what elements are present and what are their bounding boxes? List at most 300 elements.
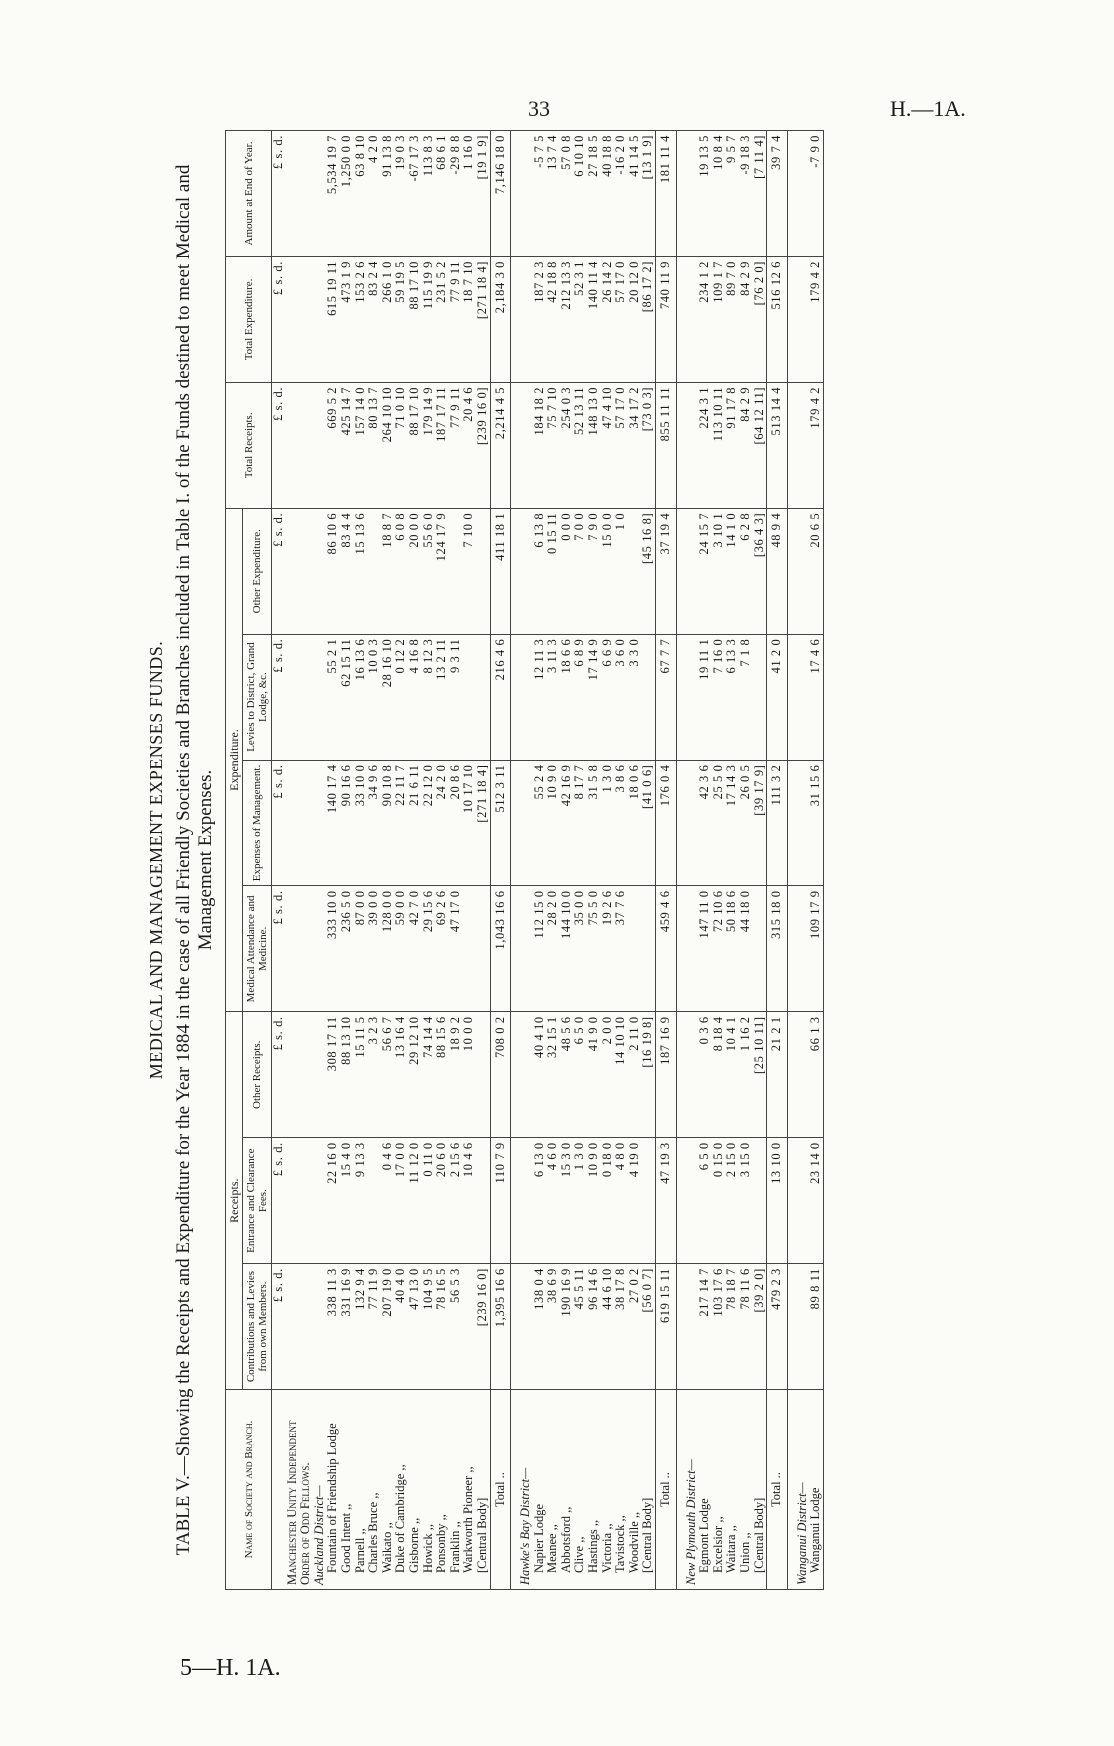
table-row xyxy=(422,131,436,1590)
value-cell: 217 14 7 xyxy=(698,1264,712,1390)
value-cell: 20 6 5 xyxy=(809,508,823,634)
value-cell: 1 3 0 xyxy=(601,760,615,886)
value-cell: 27 18 5 xyxy=(587,131,601,257)
value-cell: 26 14 2 xyxy=(601,256,615,382)
value-cell xyxy=(787,131,796,257)
row-name: Woodville ,, xyxy=(628,1390,642,1590)
value-cell: 516 12 6 xyxy=(767,256,788,382)
value-cell: 42 7 0 xyxy=(408,886,422,1012)
value-cell: 4 8 0 xyxy=(614,1138,628,1264)
value-cell: 31 15 6 xyxy=(809,760,823,886)
row-name: Auckland District— xyxy=(313,1390,327,1590)
row-name: [Central Body] xyxy=(641,1390,655,1590)
value-cell xyxy=(787,634,796,760)
value-cell: 27 0 2 xyxy=(628,1264,642,1390)
value-cell xyxy=(462,634,476,760)
value-cell: 91 13 8 xyxy=(381,131,395,257)
value-cell: [73 0 3] xyxy=(641,382,655,508)
value-cell: 2 15 6 xyxy=(449,1138,463,1264)
value-cell xyxy=(286,508,300,634)
value-cell: 425 14 7 xyxy=(340,382,354,508)
value-cell: 473 1 9 xyxy=(340,256,354,382)
value-cell: 88 13 10 xyxy=(340,1012,354,1138)
value-cell: 104 9 5 xyxy=(422,1264,436,1390)
total-row xyxy=(767,131,788,1590)
value-cell: 740 11 9 xyxy=(656,256,677,382)
value-cell: 15 3 0 xyxy=(560,1138,574,1264)
value-cell: 24 2 0 xyxy=(435,760,449,886)
value-cell: 88 15 6 xyxy=(435,1012,449,1138)
value-cell xyxy=(685,1012,699,1138)
value-cell: 63 8 10 xyxy=(354,131,368,257)
value-cell: 187 17 11 xyxy=(435,382,449,508)
value-cell xyxy=(299,1264,313,1390)
value-cell: 157 14 0 xyxy=(354,382,368,508)
value-cell: 13 2 11 xyxy=(435,634,449,760)
value-cell: [19 1 9] xyxy=(476,131,490,257)
value-cell: 6 13 0 xyxy=(533,1138,547,1264)
value-cell: 132 9 4 xyxy=(354,1264,368,1390)
value-cell: 15 13 6 xyxy=(354,508,368,634)
value-cell: 7 9 0 xyxy=(587,508,601,634)
value-cell: 113 10 11 xyxy=(712,382,726,508)
value-cell: 83 4 4 xyxy=(340,508,354,634)
value-cell: 17 14 3 xyxy=(725,760,739,886)
table-row xyxy=(573,131,587,1590)
value-cell xyxy=(796,256,810,382)
value-cell xyxy=(299,382,313,508)
value-cell: 18 8 7 xyxy=(381,508,395,634)
row-name: Abbotsford ,, xyxy=(560,1390,574,1590)
value-cell: 619 15 11 xyxy=(656,1264,677,1390)
value-cell: 16 13 6 xyxy=(354,634,368,760)
value-cell xyxy=(685,1138,699,1264)
value-cell: -9 18 3 xyxy=(739,131,753,257)
value-cell: [16 19 8] xyxy=(641,1012,655,1138)
value-cell xyxy=(299,760,313,886)
row-name: [Central Body] xyxy=(476,1390,490,1590)
value-cell: 236 5 0 xyxy=(340,886,354,1012)
value-cell xyxy=(519,508,533,634)
value-cell: 90 16 6 xyxy=(340,760,354,886)
table-row xyxy=(676,131,685,1590)
value-cell: 17 4 6 xyxy=(809,634,823,760)
value-cell: 181 11 4 xyxy=(656,131,677,257)
value-cell: 153 2 6 xyxy=(354,256,368,382)
value-cell: 1,250 0 0 xyxy=(340,131,354,257)
value-cell: 2 0 0 xyxy=(601,1012,615,1138)
value-cell xyxy=(519,760,533,886)
table-row xyxy=(614,131,628,1590)
table-row xyxy=(739,131,753,1590)
value-cell xyxy=(286,1138,300,1264)
value-cell: 47 19 3 xyxy=(656,1138,677,1264)
value-cell: 19 0 3 xyxy=(394,131,408,257)
rotated-table-page xyxy=(140,130,1020,1590)
value-cell: 22 16 0 xyxy=(326,1138,340,1264)
value-cell: 0 11 0 xyxy=(422,1138,436,1264)
value-cell xyxy=(796,1012,810,1138)
value-cell: 10 4 1 xyxy=(725,1012,739,1138)
value-cell: 18 9 2 xyxy=(449,1012,463,1138)
value-cell: 47 17 0 xyxy=(449,886,463,1012)
unit-cell: £ s. d. xyxy=(272,508,286,634)
value-cell xyxy=(449,508,463,634)
value-cell: 10 4 6 xyxy=(462,1138,476,1264)
table-row xyxy=(533,131,547,1590)
value-cell: 18 0 6 xyxy=(628,760,642,886)
value-cell: 77 9 11 xyxy=(449,256,463,382)
value-cell: 266 1 0 xyxy=(381,256,395,382)
value-cell xyxy=(787,886,796,1012)
table-row xyxy=(587,131,601,1590)
value-cell: 179 4 2 xyxy=(809,382,823,508)
row-name: Excelsior ,, xyxy=(712,1390,726,1590)
value-cell: 148 13 0 xyxy=(587,382,601,508)
value-cell: 315 18 0 xyxy=(767,886,788,1012)
value-cell: 20 0 0 xyxy=(408,508,422,634)
value-cell: -29 8 8 xyxy=(449,131,463,257)
value-cell: -5 7 5 xyxy=(533,131,547,257)
value-cell xyxy=(676,382,685,508)
value-cell: 37 19 4 xyxy=(656,508,677,634)
value-cell: 1 3 0 xyxy=(573,1138,587,1264)
value-cell xyxy=(676,1264,685,1390)
value-cell xyxy=(313,634,327,760)
value-cell: 78 16 5 xyxy=(435,1264,449,1390)
value-cell xyxy=(367,508,381,634)
value-cell: 103 17 6 xyxy=(712,1264,726,1390)
value-cell: 234 1 2 xyxy=(698,256,712,382)
value-cell: 207 19 0 xyxy=(381,1264,395,1390)
value-cell xyxy=(299,508,313,634)
value-cell: 13 7 4 xyxy=(546,131,560,257)
value-cell xyxy=(511,634,520,760)
table-row xyxy=(698,131,712,1590)
table-row xyxy=(326,131,340,1590)
row-name: Waitara ,, xyxy=(725,1390,739,1590)
value-cell: 2,214 4 5 xyxy=(490,382,511,508)
value-cell: 40 4 0 xyxy=(394,1264,408,1390)
value-cell xyxy=(313,131,327,257)
row-name: Wanganui Lodge xyxy=(809,1390,823,1590)
value-cell: 479 2 3 xyxy=(767,1264,788,1390)
table-row xyxy=(787,131,796,1590)
value-cell xyxy=(367,1138,381,1264)
row-name: Duke of Cambridge ,, xyxy=(394,1390,408,1590)
col-header-medical: Medical Attendance and Medicine. xyxy=(243,886,272,1012)
value-cell xyxy=(511,256,520,382)
col-header-contributions: Contributions and Levies from own Members. xyxy=(243,1264,272,1390)
value-cell: 140 17 4 xyxy=(326,760,340,886)
col-header-total-expenditure: Total Expenditure. xyxy=(226,256,272,382)
value-cell xyxy=(286,760,300,886)
value-cell xyxy=(796,131,810,257)
value-cell: [271 18 4] xyxy=(476,256,490,382)
value-cell: 1 16 0 xyxy=(462,131,476,257)
value-cell xyxy=(286,634,300,760)
value-cell: 34 17 2 xyxy=(628,382,642,508)
table-row xyxy=(753,131,767,1590)
value-cell: 7 10 0 xyxy=(462,508,476,634)
value-cell: 37 7 6 xyxy=(614,886,628,1012)
value-cell xyxy=(685,1264,699,1390)
value-cell: 44 6 10 xyxy=(601,1264,615,1390)
table-row xyxy=(449,131,463,1590)
value-cell: 110 7 9 xyxy=(490,1138,511,1264)
row-name: Egmont Lodge xyxy=(698,1390,712,1590)
value-cell xyxy=(313,760,327,886)
unit-cell: £ s. d. xyxy=(272,1138,286,1264)
value-cell: 5,534 19 7 xyxy=(326,131,340,257)
value-cell: 57 0 8 xyxy=(560,131,574,257)
value-cell xyxy=(787,256,796,382)
value-cell: 6 8 9 xyxy=(573,634,587,760)
value-cell: 20 4 6 xyxy=(462,382,476,508)
value-cell: 15 11 5 xyxy=(354,1012,368,1138)
value-cell: 96 14 6 xyxy=(587,1264,601,1390)
value-cell: 0 15 11 xyxy=(546,508,560,634)
value-cell: 56 5 3 xyxy=(449,1264,463,1390)
value-cell xyxy=(641,1138,655,1264)
value-cell: 111 3 2 xyxy=(767,760,788,886)
table-row xyxy=(435,131,449,1590)
value-cell: 21 6 11 xyxy=(408,760,422,886)
value-cell: 3 2 3 xyxy=(367,1012,381,1138)
value-cell: [36 4 3] xyxy=(753,508,767,634)
value-cell: 91 17 8 xyxy=(725,382,739,508)
value-cell: 179 4 2 xyxy=(809,256,823,382)
value-cell xyxy=(685,382,699,508)
row-name: Total .. xyxy=(490,1390,511,1590)
value-cell: 57 17 0 xyxy=(614,256,628,382)
value-cell: 7 1 8 xyxy=(739,634,753,760)
value-cell: 1 0 xyxy=(614,508,628,634)
col-header-other-receipts: Other Receipts. xyxy=(243,1012,272,1138)
value-cell: 6 2 8 xyxy=(739,508,753,634)
value-cell: 224 3 1 xyxy=(698,382,712,508)
value-cell xyxy=(511,131,520,257)
value-cell xyxy=(796,760,810,886)
value-cell: 179 14 9 xyxy=(422,382,436,508)
value-cell: 9 3 11 xyxy=(449,634,463,760)
value-cell: 57 17 0 xyxy=(614,382,628,508)
value-cell xyxy=(511,1138,520,1264)
row-name: Wanganui District— xyxy=(796,1390,810,1590)
value-cell: [39 2 0] xyxy=(753,1264,767,1390)
value-cell: 12 11 3 xyxy=(533,634,547,760)
table-row xyxy=(546,131,560,1590)
value-cell: [39 17 9] xyxy=(753,760,767,886)
value-cell: 40 18 8 xyxy=(601,131,615,257)
value-cell: 6 0 8 xyxy=(394,508,408,634)
value-cell xyxy=(796,1264,810,1390)
col-header-entrance: Entrance and Clearance Fees. xyxy=(243,1138,272,1264)
value-cell: 10 0 3 xyxy=(367,634,381,760)
value-cell: 68 6 1 xyxy=(435,131,449,257)
value-cell: 112 15 0 xyxy=(533,886,547,1012)
value-cell xyxy=(628,886,642,1012)
value-cell: 855 11 11 xyxy=(656,382,677,508)
value-cell: 41 2 0 xyxy=(767,634,788,760)
value-cell: 89 8 11 xyxy=(809,1264,823,1390)
table-row xyxy=(462,131,476,1590)
unit-cell: £ s. d. xyxy=(272,382,286,508)
row-name: Ponsonby ,, xyxy=(435,1390,449,1590)
value-cell: 9 5 7 xyxy=(725,131,739,257)
value-cell xyxy=(313,382,327,508)
value-cell xyxy=(676,1138,685,1264)
value-cell: 4 6 0 xyxy=(546,1138,560,1264)
value-cell: 2,184 3 0 xyxy=(490,256,511,382)
value-cell xyxy=(519,1012,533,1138)
district-heading-row xyxy=(685,131,699,1590)
table-row xyxy=(367,131,381,1590)
running-header-left: 5—H. 1A. xyxy=(180,1655,281,1681)
value-cell: 187 16 9 xyxy=(656,1012,677,1138)
table-row xyxy=(628,131,642,1590)
value-cell xyxy=(787,1264,796,1390)
table-row xyxy=(299,131,313,1590)
value-cell: 34 9 6 xyxy=(367,760,381,886)
value-cell xyxy=(685,131,699,257)
value-cell: 7,146 18 0 xyxy=(490,131,511,257)
col-header-amount-end: Amount at End of Year. xyxy=(226,131,272,257)
value-cell: 52 3 1 xyxy=(573,256,587,382)
table-row xyxy=(560,131,574,1590)
value-cell: 59 19 5 xyxy=(394,256,408,382)
row-name: Hastings ,, xyxy=(587,1390,601,1590)
value-cell: 140 11 4 xyxy=(587,256,601,382)
value-cell: [7 11 4] xyxy=(753,131,767,257)
unit-cell: £ s. d. xyxy=(272,1264,286,1390)
value-cell xyxy=(313,1264,327,1390)
col-header-other-expenditure: Other Expenditure. xyxy=(243,508,272,634)
value-cell xyxy=(685,256,699,382)
row-name: Meanee ,, xyxy=(546,1390,560,1590)
value-cell: 86 10 6 xyxy=(326,508,340,634)
value-cell: 62 15 11 xyxy=(340,634,354,760)
value-cell xyxy=(685,886,699,1012)
value-cell: 0 15 0 xyxy=(712,1138,726,1264)
value-cell: 90 10 8 xyxy=(381,760,395,886)
value-cell: 89 7 0 xyxy=(725,256,739,382)
value-cell xyxy=(299,1138,313,1264)
value-cell: 7 16 0 xyxy=(712,634,726,760)
value-cell: 29 15 6 xyxy=(422,886,436,1012)
value-cell: 41 14 5 xyxy=(628,131,642,257)
value-cell: 15 0 0 xyxy=(601,508,615,634)
value-cell: 31 5 8 xyxy=(587,760,601,886)
value-cell xyxy=(511,760,520,886)
value-cell: 264 10 10 xyxy=(381,382,395,508)
value-cell: 19 13 5 xyxy=(698,131,712,257)
value-cell xyxy=(286,1012,300,1138)
value-cell: 47 13 0 xyxy=(408,1264,422,1390)
value-cell: 32 15 1 xyxy=(546,1012,560,1138)
value-cell xyxy=(796,886,810,1012)
value-cell: 22 12 0 xyxy=(422,760,436,886)
value-cell: 411 18 1 xyxy=(490,508,511,634)
value-cell: 615 19 11 xyxy=(326,256,340,382)
value-cell: 56 6 7 xyxy=(381,1012,395,1138)
value-cell xyxy=(462,886,476,1012)
row-name: Warkworth Pioneer ,, xyxy=(462,1390,476,1590)
table-caption: TABLE V.—Showing the Receipts and Expenditure for the Year 1884 in the case of all Friendly Societies and Branches included in Table I. of the Funds destined to meet Medical and Management Expenses. xyxy=(173,164,216,1556)
table-row xyxy=(511,131,520,1590)
table-row xyxy=(476,131,490,1590)
row-name: Union ,, xyxy=(739,1390,753,1590)
value-cell: 38 17 8 xyxy=(614,1264,628,1390)
value-cell: 10 0 0 xyxy=(462,1012,476,1138)
value-cell: -16 2 0 xyxy=(614,131,628,257)
value-cell xyxy=(462,1264,476,1390)
value-cell: 45 5 11 xyxy=(573,1264,587,1390)
value-cell xyxy=(299,1012,313,1138)
value-cell: 21 2 1 xyxy=(767,1012,788,1138)
value-cell: 212 13 3 xyxy=(560,256,574,382)
value-cell: 459 4 6 xyxy=(656,886,677,1012)
page-number: 33 xyxy=(528,96,550,121)
value-cell: 20 8 6 xyxy=(449,760,463,886)
district-heading-row xyxy=(796,131,810,1590)
value-cell: 1,395 16 6 xyxy=(490,1264,511,1390)
value-cell: 52 13 11 xyxy=(573,382,587,508)
col-header-management: Expenses of Management. xyxy=(243,760,272,886)
row-name: Victoria ,, xyxy=(601,1390,615,1590)
value-cell: [45 16 8] xyxy=(641,508,655,634)
row-name: Fountain of Friendship Lodge xyxy=(326,1390,340,1590)
value-cell: 184 18 2 xyxy=(533,382,547,508)
value-cell xyxy=(753,1138,767,1264)
value-cell: 0 3 6 xyxy=(698,1012,712,1138)
value-cell xyxy=(519,382,533,508)
value-cell: 39 0 0 xyxy=(367,886,381,1012)
table-row xyxy=(601,131,615,1590)
value-cell: 84 2 9 xyxy=(739,256,753,382)
value-cell: 4 19 0 xyxy=(628,1138,642,1264)
value-cell: 13 10 0 xyxy=(767,1138,788,1264)
value-cell: 1,043 16 6 xyxy=(490,886,511,1012)
value-cell: 6 5 0 xyxy=(573,1012,587,1138)
value-cell: 17 0 0 xyxy=(394,1138,408,1264)
value-cell: 42 3 6 xyxy=(698,760,712,886)
value-cell: 67 7 7 xyxy=(656,634,677,760)
value-cell: 48 5 6 xyxy=(560,1012,574,1138)
value-cell: 25 5 0 xyxy=(712,760,726,886)
value-cell xyxy=(787,1012,796,1138)
value-cell xyxy=(641,634,655,760)
value-cell: 333 10 0 xyxy=(326,886,340,1012)
value-cell xyxy=(787,508,796,634)
value-cell: 113 8 3 xyxy=(422,131,436,257)
col-group-expenditure: Expenditure. xyxy=(226,508,243,1012)
value-cell xyxy=(519,886,533,1012)
value-cell: 77 11 9 xyxy=(367,1264,381,1390)
col-header-name: Name of Society and Branch. xyxy=(226,1390,272,1590)
value-cell xyxy=(511,382,520,508)
value-cell xyxy=(313,1138,327,1264)
row-name: Clive ,, xyxy=(573,1390,587,1590)
value-cell: 11 12 0 xyxy=(408,1138,422,1264)
value-cell: 47 4 10 xyxy=(601,382,615,508)
table-row xyxy=(340,131,354,1590)
value-cell: 83 2 4 xyxy=(367,256,381,382)
value-cell xyxy=(519,1138,533,1264)
row-name: Franklin ,, xyxy=(449,1390,463,1590)
value-cell xyxy=(476,886,490,1012)
value-cell: 78 18 7 xyxy=(725,1264,739,1390)
